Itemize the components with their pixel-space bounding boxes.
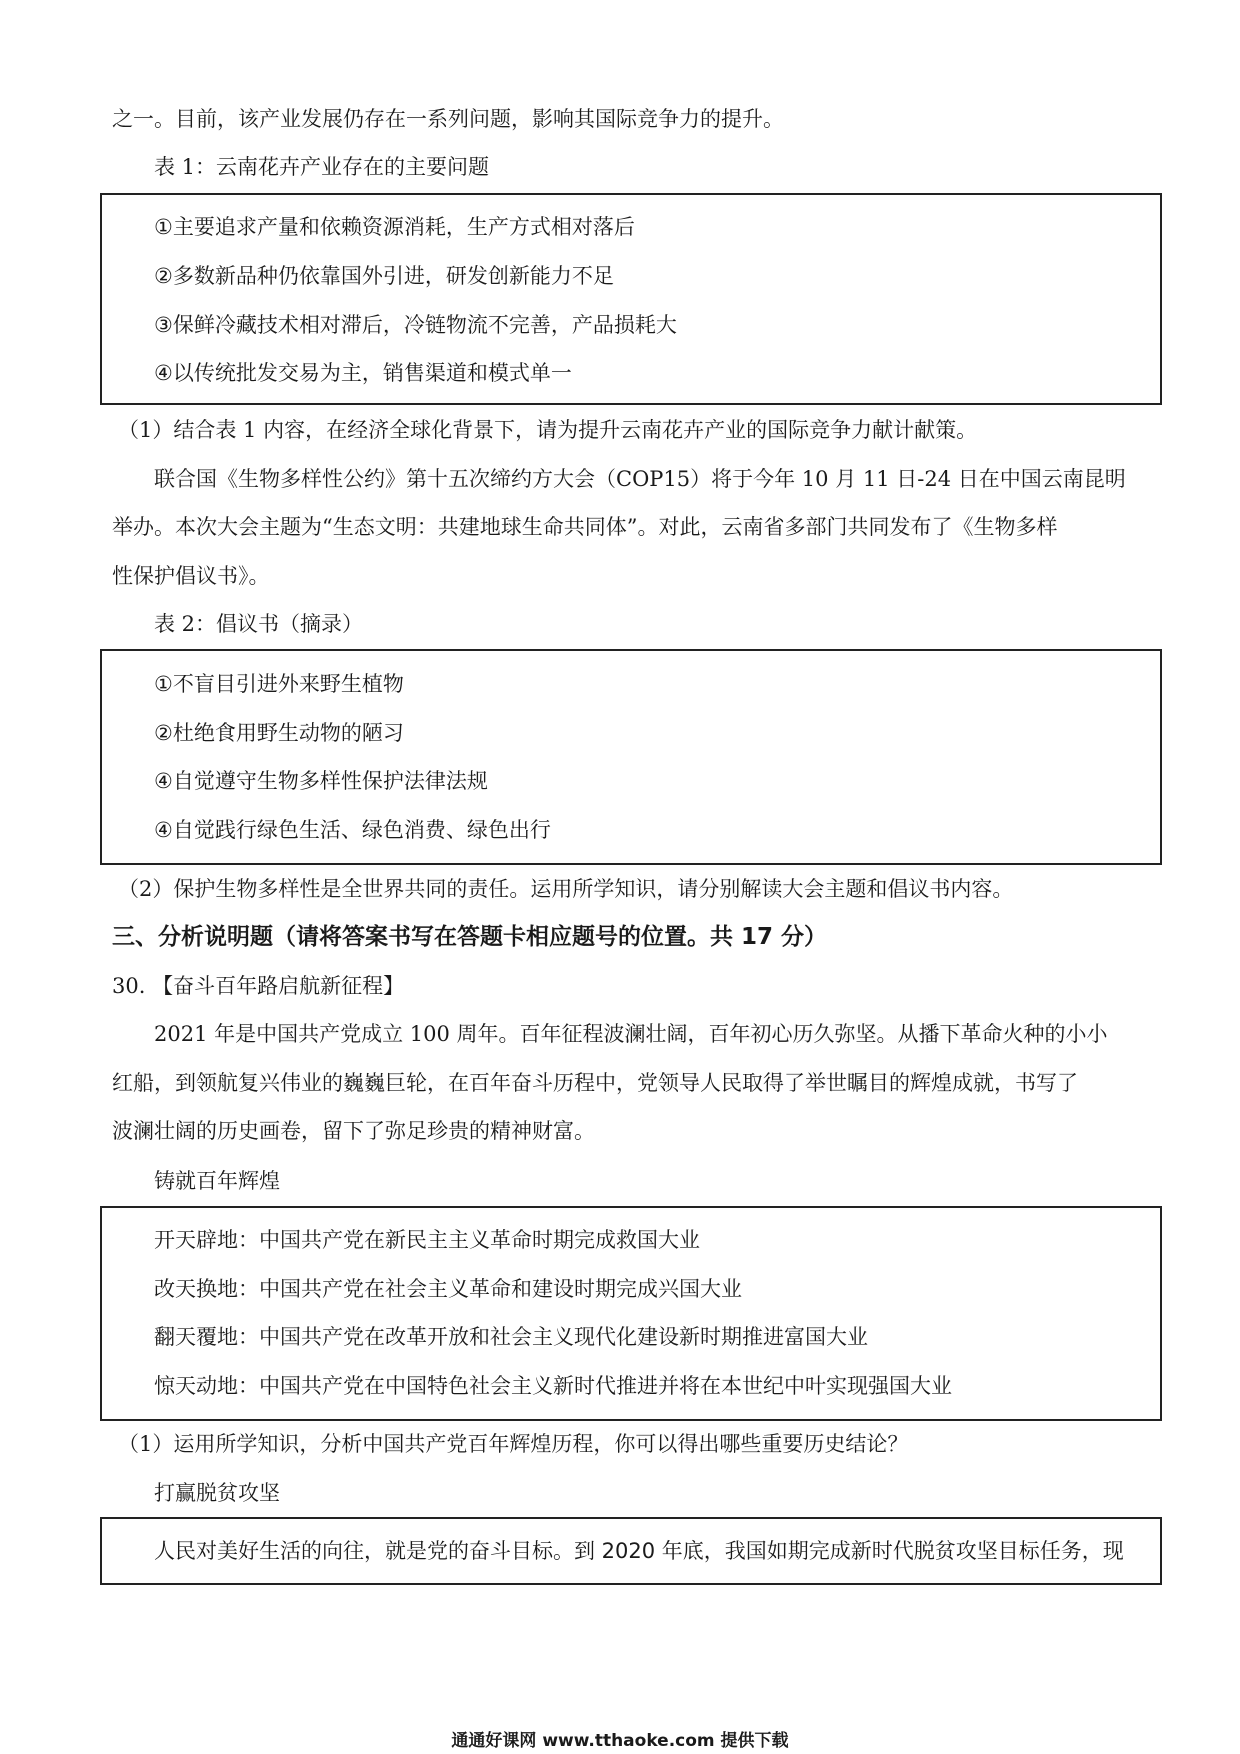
poverty-text: 人民对美好生活的向往，就是党的奋斗目标。到 2020 年底，我国如期完成新时代脱贫攻坚目标任务，现 bbox=[154, 1539, 1124, 1563]
table1-box bbox=[100, 193, 1162, 405]
table1-item: ②多数新品种仍依靠国外引进，研发创新能力不足 bbox=[154, 264, 614, 288]
centenary-line-1: 2021 年是中国共产党成立 100 周年。百年征程波澜壮阔，百年初心历久弥坚。从播下革命火种的小小 bbox=[154, 1022, 1108, 1046]
poverty-caption: 打赢脱贫攻坚 bbox=[154, 1481, 280, 1505]
question-2: （2）保护生物多样性是全世界共同的责任。运用所学知识，请分别解读大会主题和倡议书内容。 bbox=[118, 877, 1014, 901]
table1-caption: 表 1：云南花卉产业存在的主要问题 bbox=[154, 155, 490, 179]
section-3-heading: 三、分析说明题（请将答案书写在答题卡相应题号的位置。共 17 分） bbox=[112, 924, 828, 950]
table1-item: ④以传统批发交易为主，销售渠道和模式单一 bbox=[154, 361, 572, 385]
centenary-line-2: 红船，到领航复兴伟业的巍巍巨轮，在百年奋斗历程中，党领导人民取得了举世瞩目的辉煌成就，书写了 bbox=[112, 1071, 1078, 1095]
question-1: （1）结合表 1 内容，在经济全球化背景下，请为提升云南花卉产业的国际竞争力献计献策。 bbox=[118, 418, 978, 442]
table2-item: ②杜绝食用野生动物的陋习 bbox=[154, 721, 404, 745]
question-3: （1）运用所学知识，分析中国共产党百年辉煌历程，你可以得出哪些重要历史结论？ bbox=[118, 1432, 909, 1456]
centenary-line-3: 波澜壮阔的历史画卷，留下了弥足珍贵的精神财富。 bbox=[112, 1119, 595, 1143]
table1-item: ①主要追求产量和依赖资源消耗，生产方式相对落后 bbox=[154, 215, 635, 239]
glory-item: 开天辟地：中国共产党在新民主主义革命时期完成救国大业 bbox=[154, 1228, 700, 1252]
table2-item: ④自觉践行绿色生活、绿色消费、绿色出行 bbox=[154, 818, 551, 842]
glory-box bbox=[100, 1206, 1162, 1421]
table2-caption: 表 2：倡议书（摘录） bbox=[154, 612, 364, 636]
table2-item: ①不盲目引进外来野生植物 bbox=[154, 672, 404, 696]
glory-item: 翻天覆地：中国共产党在改革开放和社会主义现代化建设新时期推进富国大业 bbox=[154, 1325, 868, 1349]
cop15-line-2: 举办。本次大会主题为“生态文明：共建地球生命共同体”。对此，云南省多部门共同发布了《生物多样 bbox=[112, 515, 1058, 539]
table2-item: ④自觉遵守生物多样性保护法律法规 bbox=[154, 769, 488, 793]
page-footer: 通通好课网 www.tthaoke.com 提供下载 bbox=[451, 1731, 789, 1751]
glory-item: 惊天动地：中国共产党在中国特色社会主义新时代推进并将在本世纪中叶实现强国大业 bbox=[154, 1374, 952, 1398]
poverty-box bbox=[100, 1517, 1162, 1585]
table1-item: ③保鲜冷藏技术相对滞后，冷链物流不完善，产品损耗大 bbox=[154, 313, 677, 337]
glory-caption: 铸就百年辉煌 bbox=[154, 1169, 280, 1193]
cop15-line-3: 性保护倡议书》。 bbox=[112, 564, 270, 588]
table2-box bbox=[100, 649, 1162, 865]
question-30-title: 30. 【奋斗百年路启航新征程】 bbox=[112, 974, 405, 998]
cop15-line-1: 联合国《生物多样性公约》第十五次缔约方大会（COP15）将于今年 10 月 11 日-24 日在中国云南昆明 bbox=[154, 467, 1126, 491]
glory-item: 改天换地：中国共产党在社会主义革命和建设时期完成兴国大业 bbox=[154, 1277, 742, 1301]
intro-tail: 之一。目前，该产业发展仍存在一系列问题，影响其国际竞争力的提升。 bbox=[112, 107, 784, 131]
